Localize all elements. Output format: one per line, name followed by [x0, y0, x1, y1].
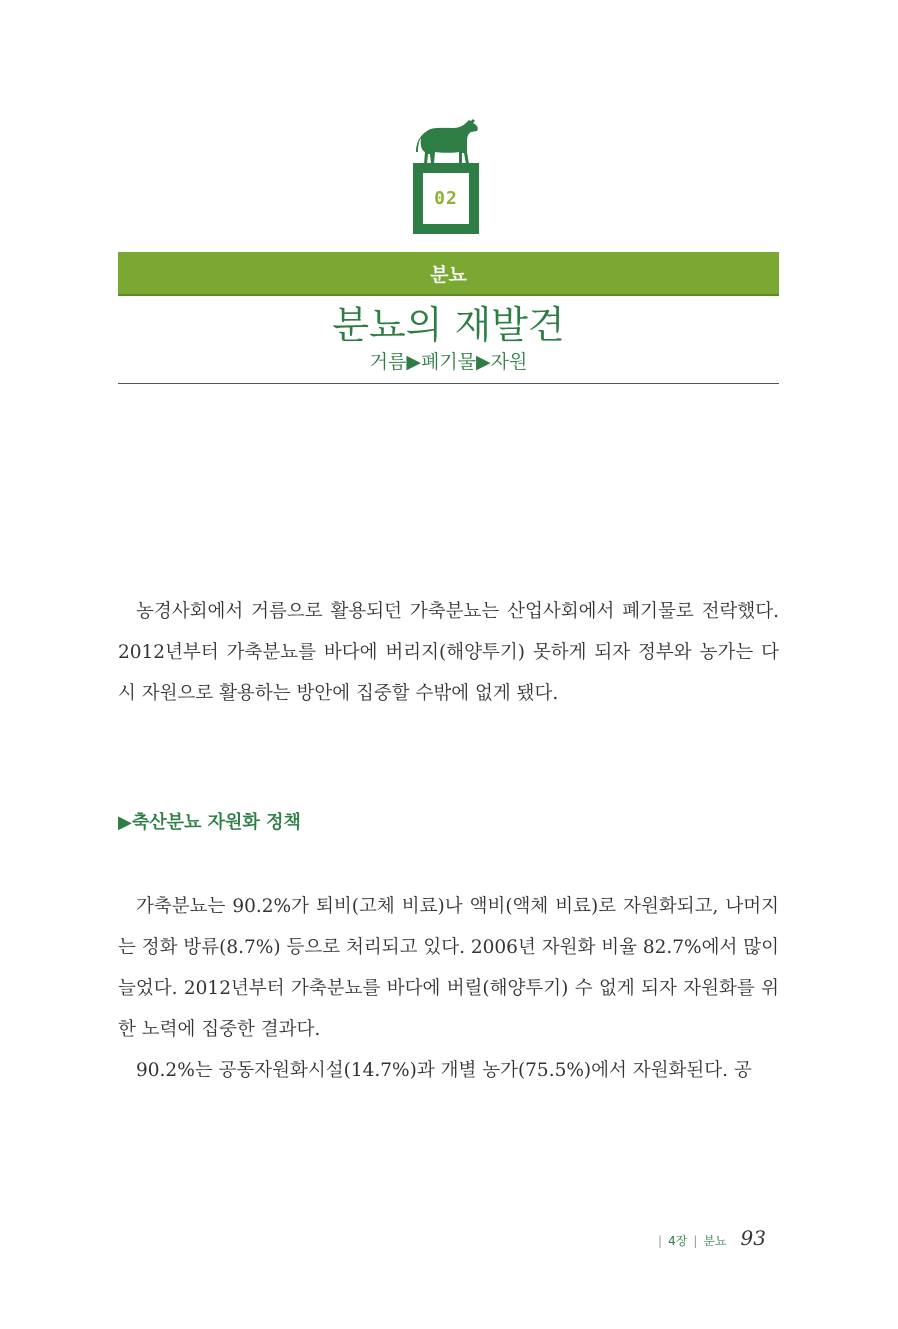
chapter-number: 02 [434, 187, 458, 209]
body-paragraph-1 [118, 886, 779, 1050]
footer-chapter: 4장 [668, 1234, 688, 1248]
body-text-2: 90.2%는 공동자원화시설(14.7%)과 개별 농가(75.5%)에서 자원화된다. 공 [136, 1060, 752, 1081]
category-bar [118, 252, 779, 296]
title-divider [118, 383, 779, 384]
section-heading: ▶축산분뇨 자원화 정책 [118, 812, 301, 833]
intro-paragraph [118, 591, 779, 714]
body-paragraph-2 [118, 1050, 779, 1091]
page-subtitle: 거름▶폐기물▶자원 [369, 351, 528, 373]
body-text-1: 가축분뇨는 90.2%가 퇴비(고체 비료)나 액비(액체 비료)로 자원화되고, 나머지는 정화 방류(8.7%) 등으로 처리되고 있다. 2006년 자원화 비율 82.7%에서 많이 늘었다. 2012년부터 가축분뇨를 바다에 버릴(해양투기) 수 없게 되자 자원화를 위한 노력에 집중한 결과다. [118, 896, 779, 1040]
footer-section: 분뇨 [703, 1234, 727, 1248]
page-title: 분뇨의 재발견 [332, 303, 565, 347]
page-footer: | 4장 | 분뇨 93 [658, 1226, 766, 1250]
intro-text: 농경사회에서 거름으로 활용되던 가축분뇨는 산업사회에서 폐기물로 전락했다. 2012년부터 가축분뇨를 바다에 버리지(해양투기) 못하게 되자 정부와 농가는 다시 자원으로 활용하는 방안에 집중할 수밖에 없게 됐다. [118, 601, 779, 704]
category-label: 분뇨 [430, 263, 467, 286]
page-number: 93 [740, 1226, 766, 1250]
